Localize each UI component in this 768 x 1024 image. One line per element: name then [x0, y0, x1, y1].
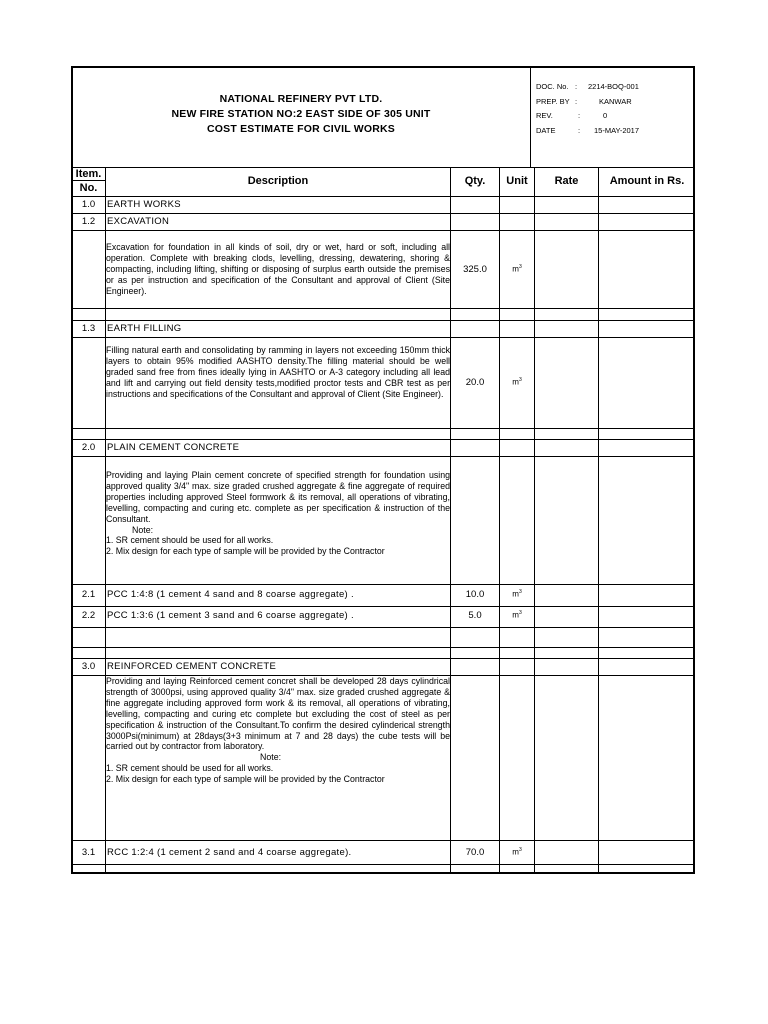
item-number: 1.2 [81, 216, 96, 227]
date-label: DATE [536, 126, 556, 135]
item-description [106, 470, 450, 557]
item-qty: 20.0 [465, 377, 485, 388]
item-number: 2.0 [81, 442, 96, 453]
item-title: PCC 1:4:8 (1 cement 4 sand and 8 coarse aggregate) . [107, 589, 354, 600]
note-line: 1. SR cement should be used for all works. [106, 535, 274, 546]
item-unit: $m^3$ [512, 847, 522, 857]
note-label: Note: [260, 752, 282, 763]
description-text: Providing and laying Plain cement concrete of specified strength for foundation using approved quality 3/4" max. size graded crushed aggregate & fine aggregate of required properties including approved Steel formwork & its removal, all operations of vibrating, levelling, compacting and curing etc. complete as per specification & instruction of the Consultant. [106, 470, 450, 524]
col-amount: Amount in Rs. [609, 175, 685, 187]
item-description: Filling natural earth and consolidating by ramming in layers not exceeding 150mm thick layers to obtain 95% modified AASHTO density.The filling material should be well graded sand free from fines ideally lying in AASHTO or A-3 category including all lead and lift and carrying out field density tests,modified proctor tests and CBR test as per instructions and specifications of the Consultant and approval of Client (Site Engineer). [106, 345, 450, 399]
col-item-line1: Item. [75, 168, 102, 180]
header-divider [530, 66, 531, 167]
item-unit: $m^3$ [512, 264, 522, 274]
doc-no-label: DOC. No. [536, 82, 569, 91]
note-line: 1. SR cement should be used for all works. [106, 763, 274, 774]
item-title: RCC 1:2:4 (1 cement 2 sand and 4 coarse aggregate). [107, 847, 352, 858]
item-number: 3.0 [81, 661, 96, 672]
item-title: EARTH FILLING [107, 323, 182, 334]
project-title: NEW FIRE STATION NO:2 EAST SIDE OF 305 UNIT [171, 108, 431, 120]
item-title: EARTH WORKS [107, 199, 181, 210]
col-description: Description [247, 175, 309, 187]
item-unit: $m^3$ [512, 610, 522, 620]
prep-by-label: PREP. BY [536, 97, 570, 106]
item-number: 1.3 [81, 323, 96, 334]
item-number: 3.1 [81, 847, 96, 858]
item-unit: $m^3$ [512, 589, 522, 599]
note-line: 2. Mix design for each type of sample will be provided by the Contractor [106, 546, 385, 557]
prep-by-value: KANWAR [599, 97, 632, 106]
col-qty: Qty. [464, 175, 486, 187]
item-qty: 325.0 [463, 264, 487, 275]
meta-sep: : [575, 97, 578, 106]
meta-sep: : [575, 82, 578, 91]
document-subject: COST ESTIMATE FOR CIVIL WORKS [207, 123, 395, 135]
item-number: 1.0 [81, 199, 96, 210]
company-name: NATIONAL REFINERY PVT LTD. [219, 93, 383, 105]
doc-no-value: 2214-BOQ-001 [588, 82, 639, 91]
col-rate: Rate [554, 175, 579, 187]
description-text: Providing and laying Reinforced cement concret shall be developed 28 days cylindrical strength of 3000psi, using approved quality 3/4" max. size graded crushed aggregate & fine aggregate including approved form work & its removal, all operations of vibrating, levelling, compacting and curing etc complete but excluding the cost of steel as per specification & instruction of the Consultant.To confirm the desired cylinderical strength 3000Psi(minimum) at 28days(3+3 minimum at 7 and 28 days) the cube tests will be carried out by contractor from laboratory. [106, 676, 450, 752]
item-qty: 10.0 [465, 589, 485, 600]
col-item-line2: No. [79, 182, 98, 194]
col-unit: Unit [506, 175, 528, 187]
item-title: PLAIN CEMENT CONCRETE [107, 442, 240, 453]
item-title: REINFORCED CEMENT CONCRETE [107, 661, 277, 672]
item-qty: 70.0 [465, 847, 485, 858]
rev-label: REV. [536, 111, 553, 120]
rev-value: 0 [603, 111, 608, 120]
item-number: 2.1 [81, 589, 96, 600]
note-line: 2. Mix design for each type of sample will be provided by the Contractor [106, 774, 385, 785]
item-title: EXCAVATION [107, 216, 170, 227]
item-description: Excavation for foundation in all kinds of soil, dry or wet, hard or soft, including all operation. Complete with breaking clods, levelling, dressing, dewatering, shoring & compacting, including lifting, shifting or disposing of surplus earth outside the premises or as per instruction and specification of the Consultant and approval of Client (Site Engineer). [106, 242, 450, 296]
meta-sep: : [578, 111, 581, 120]
item-qty: 5.0 [468, 610, 482, 621]
date-value: 15-MAY-2017 [594, 126, 640, 135]
meta-sep: : [578, 126, 581, 135]
item-title: PCC 1:3:6 (1 cement 3 sand and 6 coarse aggregate) . [107, 610, 354, 621]
item-unit: $m^3$ [512, 377, 522, 387]
note-label: Note: [132, 524, 154, 535]
item-description [106, 676, 450, 785]
item-number: 2.2 [81, 610, 96, 621]
